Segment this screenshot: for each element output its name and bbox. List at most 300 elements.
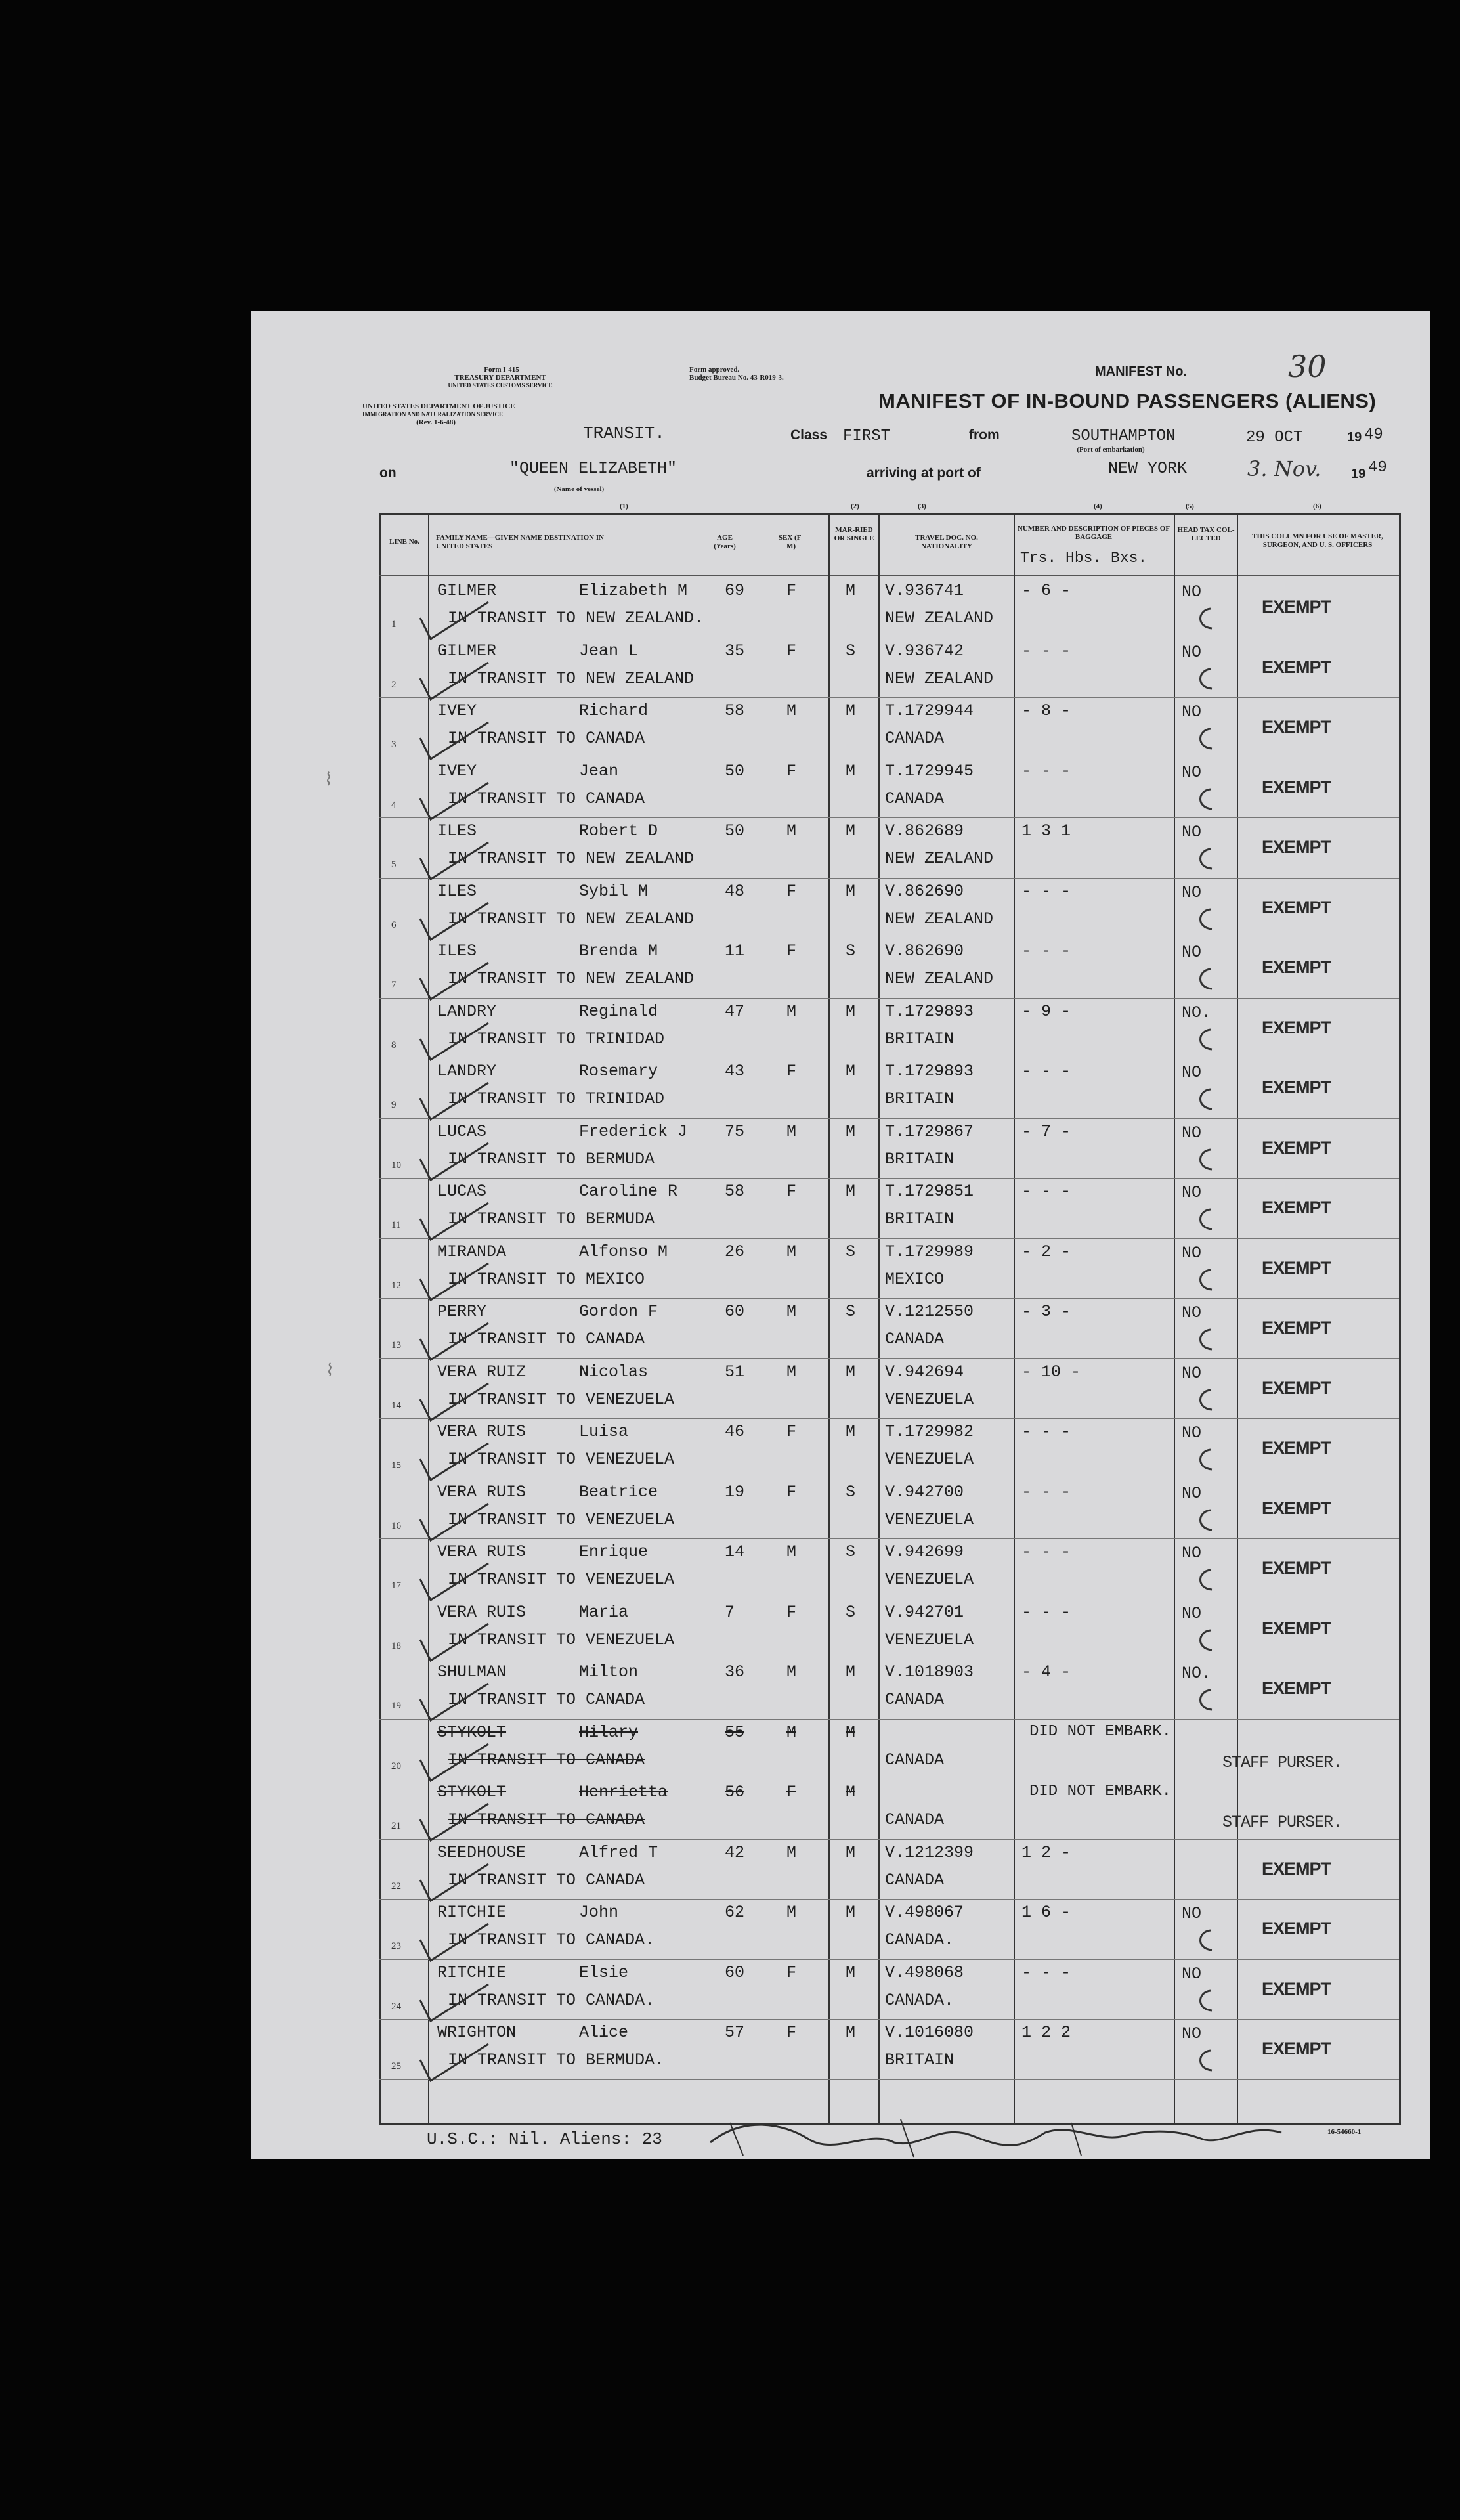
passenger-age: 58 bbox=[725, 701, 745, 720]
officer-stamp: EXEMPT bbox=[1262, 2039, 1331, 2058]
passenger-surname: RITCHIE bbox=[437, 1963, 507, 1982]
passenger-age: 51 bbox=[725, 1362, 745, 1381]
port-of-embarkation: SOUTHAMPTON bbox=[1071, 427, 1176, 445]
header-head-tax: HEAD TAX COL-LECTED bbox=[1177, 526, 1235, 542]
passenger-sex: F bbox=[786, 2023, 797, 2042]
destination: IN TRANSIT TO VENEZUELA bbox=[448, 1630, 675, 1649]
head-tax-status: NO bbox=[1182, 1303, 1202, 1322]
manifest-number-label: MANIFEST No. bbox=[1095, 364, 1187, 379]
passenger-given-name: Alfonso M bbox=[579, 1242, 668, 1261]
column-number-3: (3) bbox=[918, 502, 926, 510]
row-divider bbox=[379, 1178, 1399, 1179]
passenger-given-name: Jean L bbox=[579, 641, 639, 661]
check-mark-icon bbox=[416, 1019, 495, 1065]
marital-status: S bbox=[846, 942, 856, 961]
officer-stamp: EXEMPT bbox=[1262, 1438, 1331, 1458]
passenger-sex: F bbox=[786, 581, 797, 600]
officer-stamp: EXEMPT bbox=[1262, 1919, 1331, 1938]
tax-check-icon bbox=[1191, 1206, 1230, 1234]
column-number-6: (6) bbox=[1313, 502, 1321, 510]
on-label: on bbox=[379, 466, 397, 481]
departure-year-prefix: 19 bbox=[1347, 430, 1362, 445]
passenger-age: 42 bbox=[725, 1842, 745, 1862]
nationality: CANADA bbox=[885, 1870, 945, 1890]
passenger-age: 26 bbox=[725, 1242, 745, 1261]
arriving-label: arriving at port of bbox=[867, 466, 981, 481]
officer-stamp: EXEMPT bbox=[1262, 1137, 1331, 1158]
passenger-age: 48 bbox=[725, 881, 745, 901]
check-mark-icon bbox=[416, 1620, 495, 1666]
marital-status: M bbox=[846, 1001, 856, 1021]
tax-check-icon bbox=[1191, 1026, 1230, 1054]
travel-document-number: T.1729945 bbox=[885, 761, 974, 781]
baggage-count: - 7 - bbox=[1021, 1121, 1071, 1141]
travel-document-number: V.936742 bbox=[885, 641, 964, 661]
departure-year: 49 bbox=[1364, 426, 1383, 444]
baggage-count: - 6 - bbox=[1021, 581, 1071, 600]
tax-check-icon bbox=[1191, 1506, 1230, 1535]
officer-stamp: EXEMPT bbox=[1262, 777, 1331, 797]
passenger-given-name: Robert D bbox=[579, 821, 658, 840]
passenger-surname: IVEY bbox=[437, 701, 477, 720]
baggage-count: - 9 - bbox=[1021, 1001, 1071, 1021]
passenger-given-name: Beatrice bbox=[579, 1482, 658, 1502]
travel-document-number: V.862689 bbox=[885, 821, 964, 840]
baggage-count: - - - bbox=[1021, 761, 1071, 781]
line-number: 7 bbox=[391, 980, 397, 990]
ins-service: IMMIGRATION AND NATURALIZATION SERVICE bbox=[362, 411, 503, 418]
travel-document-number: V.936741 bbox=[885, 581, 964, 600]
line-number: 9 bbox=[391, 1100, 397, 1110]
check-mark-icon bbox=[416, 1439, 495, 1485]
dept-justice: UNITED STATES DEPARTMENT OF JUSTICE bbox=[362, 402, 515, 410]
baggage-count: - - - bbox=[1021, 1422, 1071, 1441]
head-tax-status: NO bbox=[1182, 642, 1202, 662]
table-row bbox=[251, 879, 1430, 940]
column-number-5: (5) bbox=[1186, 502, 1194, 510]
margin-annotation-icon: ⌇ bbox=[321, 770, 333, 791]
line-number: 24 bbox=[391, 2001, 401, 2012]
destination: IN TRANSIT TO BERMUDA. bbox=[448, 2051, 665, 2070]
check-mark-icon bbox=[416, 1500, 495, 1546]
passenger-age: 60 bbox=[725, 1963, 745, 1982]
nationality: CANADA bbox=[885, 1690, 945, 1709]
check-mark-icon bbox=[416, 1259, 495, 1305]
class-label: Class bbox=[790, 427, 828, 443]
page-title: MANIFEST OF IN-BOUND PASSENGERS (ALIENS) bbox=[878, 389, 1377, 412]
tax-check-icon bbox=[1191, 1686, 1230, 1715]
destination: IN TRANSIT TO VENEZUELA bbox=[448, 1510, 675, 1529]
check-mark-icon bbox=[416, 1199, 495, 1245]
marital-status: M bbox=[846, 2023, 856, 2042]
header-sex: SEX (F-M) bbox=[778, 534, 804, 550]
line-number: 20 bbox=[391, 1760, 401, 1771]
nationality: CANADA. bbox=[885, 1930, 955, 1949]
line-number: 21 bbox=[391, 1821, 401, 1831]
passenger-surname: SHULMAN bbox=[437, 1662, 507, 1682]
nationality: VENEZUELA bbox=[885, 1389, 974, 1409]
destination: IN TRANSIT TO CANADA. bbox=[448, 1990, 655, 2010]
nationality: NEW ZEALAND bbox=[885, 909, 994, 928]
marital-status: M bbox=[846, 1422, 856, 1441]
passenger-sex: F bbox=[786, 1602, 797, 1622]
table-row bbox=[251, 1660, 1430, 1720]
header-divider bbox=[379, 575, 1399, 576]
manifest-sheet bbox=[251, 311, 1430, 2159]
passenger-given-name: Frederick J bbox=[579, 1121, 688, 1141]
destination: IN TRANSIT TO VENEZUELA bbox=[448, 1570, 675, 1589]
passenger-surname: ILES bbox=[437, 942, 477, 961]
nationality: BRITAIN bbox=[885, 2051, 955, 2070]
tax-check-icon bbox=[1191, 1566, 1230, 1595]
passenger-sex: M bbox=[786, 1242, 797, 1261]
check-mark-icon bbox=[416, 1379, 495, 1425]
tax-check-icon bbox=[1191, 1146, 1230, 1175]
tax-check-icon bbox=[1191, 2047, 1230, 2075]
check-mark-icon bbox=[416, 1559, 495, 1605]
nationality: BRITAIN bbox=[885, 1029, 955, 1049]
header-married: MAR-RIED OR SINGLE bbox=[834, 526, 874, 542]
travel-document-number: T.1729893 bbox=[885, 1062, 974, 1081]
class-value: FIRST bbox=[843, 427, 891, 445]
passenger-sex: M bbox=[786, 1121, 797, 1141]
line-number: 17 bbox=[391, 1580, 401, 1591]
passenger-given-name: Jean bbox=[579, 761, 619, 781]
tax-check-icon bbox=[1191, 725, 1230, 754]
destination: IN TRANSIT TO CANADA bbox=[448, 1870, 645, 1890]
baggage-count: - 3 - bbox=[1021, 1302, 1071, 1321]
head-tax-status: NO bbox=[1182, 1483, 1202, 1503]
marital-status: S bbox=[846, 1482, 856, 1502]
tax-check-icon bbox=[1191, 1626, 1230, 1655]
head-tax-status: NO. bbox=[1182, 1664, 1212, 1683]
nationality: NEW ZEALAND bbox=[885, 609, 994, 628]
destination: IN TRANSIT TO NEW ZEALAND bbox=[448, 668, 695, 688]
marital-status: M bbox=[846, 881, 856, 901]
header-line-no: LINE No. bbox=[389, 538, 419, 546]
line-number: 6 bbox=[391, 919, 397, 930]
table-row bbox=[251, 1600, 1430, 1661]
dept-treasury: TREASURY DEPARTMENT bbox=[454, 374, 546, 381]
passenger-given-name: Richard bbox=[579, 701, 649, 720]
head-tax-status: NO bbox=[1182, 1423, 1202, 1443]
marital-status: S bbox=[846, 1242, 856, 1261]
passenger-sex: M bbox=[786, 1903, 797, 1922]
row-divider bbox=[379, 1238, 1399, 1239]
passenger-sex: M bbox=[786, 1302, 797, 1321]
table-row bbox=[251, 1059, 1430, 1119]
marital-status: S bbox=[846, 1302, 856, 1321]
baggage-count: 1 3 1 bbox=[1021, 821, 1071, 840]
table-row bbox=[251, 578, 1430, 639]
head-tax-status: NO bbox=[1182, 1964, 1202, 1984]
officer-stamp: EXEMPT bbox=[1262, 1558, 1331, 1578]
head-tax-status: NO bbox=[1182, 582, 1202, 601]
line-number: 22 bbox=[391, 1880, 401, 1892]
passenger-given-name: Milton bbox=[579, 1662, 639, 1682]
passenger-age: 36 bbox=[725, 1662, 745, 1682]
officer-stamp: EXEMPT bbox=[1262, 717, 1331, 737]
passenger-surname: VERA RUIS bbox=[437, 1542, 526, 1561]
arrival-date: 3. Nov. bbox=[1247, 456, 1321, 481]
table-row bbox=[251, 1840, 1430, 1901]
line-number: 15 bbox=[391, 1460, 401, 1471]
passenger-surname: PERRY bbox=[437, 1302, 487, 1321]
nationality: VENEZUELA bbox=[885, 1570, 974, 1589]
passenger-sex: M bbox=[786, 1001, 797, 1021]
destination: IN TRANSIT TO BERMUDA bbox=[448, 1209, 655, 1228]
baggage-count: - - - bbox=[1021, 1602, 1071, 1622]
destination: IN TRANSIT TO CANADA. bbox=[448, 1930, 655, 1949]
passenger-sex: F bbox=[786, 1963, 797, 1982]
row-divider bbox=[379, 998, 1399, 999]
passenger-given-name: Alfred T bbox=[579, 1842, 658, 1862]
nationality: NEW ZEALAND bbox=[885, 849, 994, 868]
line-number: 1 bbox=[391, 619, 397, 630]
head-tax-status: NO bbox=[1182, 762, 1202, 782]
baggage-count: - - - bbox=[1021, 1482, 1071, 1502]
officer-stamp: STAFF PURSER. bbox=[1222, 1752, 1342, 1772]
nationality: CANADA. bbox=[885, 1990, 955, 2010]
passenger-surname: LUCAS bbox=[437, 1182, 487, 1201]
travel-document-number: V.1212550 bbox=[885, 1302, 974, 1321]
passenger-age: 35 bbox=[725, 641, 745, 661]
baggage-count: - - - bbox=[1021, 881, 1071, 901]
head-tax-status: NO bbox=[1182, 1123, 1202, 1142]
destination: IN TRANSIT TO NEW ZEALAND bbox=[448, 849, 695, 868]
check-mark-icon bbox=[416, 1980, 495, 2026]
travel-document-number: T.1729989 bbox=[885, 1242, 974, 1261]
destination: IN TRANSIT TO NEW ZEALAND bbox=[448, 909, 695, 928]
line-number: 13 bbox=[391, 1340, 401, 1351]
line-number: 19 bbox=[391, 1701, 401, 1711]
officer-stamp: STAFF PURSER. bbox=[1222, 1813, 1342, 1832]
marital-status: S bbox=[846, 1602, 856, 1622]
head-tax-status: NO bbox=[1182, 1544, 1202, 1563]
line-number: 11 bbox=[391, 1220, 401, 1230]
destination: IN TRANSIT TO CANADA bbox=[448, 1810, 645, 1829]
travel-document-number: V.942699 bbox=[885, 1542, 964, 1561]
table-row bbox=[251, 1961, 1430, 2021]
form-number: Form I-415 bbox=[484, 366, 519, 374]
baggage-count: - 10 - bbox=[1021, 1362, 1081, 1381]
line-number: 23 bbox=[391, 1941, 401, 1951]
table-row bbox=[251, 2020, 1430, 2081]
tax-check-icon bbox=[1191, 665, 1230, 694]
head-tax-status: NO bbox=[1182, 703, 1202, 722]
travel-document-number: T.1729867 bbox=[885, 1121, 974, 1141]
line-number: 5 bbox=[391, 859, 397, 870]
head-tax-status: NO bbox=[1182, 1063, 1202, 1082]
column-number-4: (4) bbox=[1094, 502, 1102, 510]
passenger-given-name: Nicolas bbox=[579, 1362, 649, 1381]
destination: IN TRANSIT TO NEW ZEALAND bbox=[448, 969, 695, 988]
passenger-surname: LUCAS bbox=[437, 1121, 487, 1141]
passenger-age: 11 bbox=[725, 942, 745, 961]
passenger-age: 62 bbox=[725, 1903, 745, 1922]
check-mark-icon bbox=[416, 959, 495, 1005]
destination: IN TRANSIT TO CANADA bbox=[448, 789, 645, 808]
tax-check-icon bbox=[1191, 1386, 1230, 1415]
passenger-given-name: Enrique bbox=[579, 1542, 649, 1561]
officer-stamp: EXEMPT bbox=[1262, 897, 1331, 917]
check-mark-icon bbox=[416, 2040, 495, 2086]
passenger-age: 55 bbox=[725, 1722, 745, 1742]
destination: IN TRANSIT TO VENEZUELA bbox=[448, 1389, 675, 1409]
row-divider bbox=[379, 2079, 1399, 2080]
baggage-count: - - - bbox=[1021, 942, 1071, 961]
table-row bbox=[251, 999, 1430, 1060]
row-divider bbox=[379, 1298, 1399, 1299]
passenger-sex: F bbox=[786, 1182, 797, 1201]
head-tax-status: NO bbox=[1182, 882, 1202, 902]
tax-check-icon bbox=[1191, 905, 1230, 934]
officer-stamp: EXEMPT bbox=[1262, 1257, 1331, 1278]
check-mark-icon bbox=[416, 1139, 495, 1185]
column-number-1: (1) bbox=[620, 502, 628, 510]
passenger-surname: LANDRY bbox=[437, 1062, 497, 1081]
table-row bbox=[251, 1179, 1430, 1240]
head-tax-status: NO bbox=[1182, 1243, 1202, 1263]
baggage-count: - - - bbox=[1021, 641, 1071, 661]
passenger-given-name: Hilary bbox=[579, 1722, 639, 1742]
passenger-surname: STYKOLT bbox=[437, 1783, 507, 1802]
line-number: 16 bbox=[391, 1520, 401, 1531]
passenger-given-name: John bbox=[579, 1903, 619, 1922]
head-tax-status: NO. bbox=[1182, 1003, 1212, 1022]
line-number: 2 bbox=[391, 679, 397, 690]
row-divider bbox=[379, 1899, 1399, 1900]
officer-stamp: EXEMPT bbox=[1262, 1678, 1331, 1698]
passenger-surname: RITCHIE bbox=[437, 1903, 507, 1922]
destination: IN TRANSIT TO BERMUDA bbox=[448, 1149, 655, 1169]
passenger-age: 58 bbox=[725, 1182, 745, 1201]
passenger-age: 14 bbox=[725, 1542, 745, 1561]
manifest-number-value: 30 bbox=[1288, 349, 1327, 384]
passenger-given-name: Maria bbox=[579, 1602, 629, 1622]
transit-label: TRANSIT. bbox=[583, 424, 665, 443]
marital-status: S bbox=[846, 1542, 856, 1561]
travel-document-number: V.862690 bbox=[885, 881, 964, 901]
passenger-age: 60 bbox=[725, 1302, 745, 1321]
passenger-surname: GILMER bbox=[437, 581, 497, 600]
destination: IN TRANSIT TO CANADA bbox=[448, 1330, 645, 1349]
travel-document-number: V.498067 bbox=[885, 1903, 964, 1922]
embarkation-caption: (Port of embarkation) bbox=[1077, 446, 1145, 454]
passenger-given-name: Sybil M bbox=[579, 881, 649, 901]
passenger-given-name: Luisa bbox=[579, 1422, 629, 1441]
vessel-name: "QUEEN ELIZABETH" bbox=[509, 459, 677, 478]
nationality: BRITAIN bbox=[885, 1089, 955, 1108]
check-mark-icon bbox=[416, 1079, 495, 1125]
marital-status: M bbox=[846, 1963, 856, 1982]
nationality: VENEZUELA bbox=[885, 1510, 974, 1529]
travel-document-number: V.498068 bbox=[885, 1963, 964, 1982]
nationality: NEW ZEALAND bbox=[885, 969, 994, 988]
marital-status: M bbox=[846, 1062, 856, 1081]
baggage-count: 1 2 - bbox=[1021, 1842, 1071, 1862]
vessel-caption: (Name of vessel) bbox=[553, 485, 605, 493]
arrival-year: 49 bbox=[1368, 459, 1387, 477]
nationality: NEW ZEALAND bbox=[885, 668, 994, 688]
passenger-given-name: Henrietta bbox=[579, 1783, 668, 1802]
line-number: 4 bbox=[391, 799, 397, 810]
row-divider bbox=[379, 1719, 1399, 1720]
officer-stamp: EXEMPT bbox=[1262, 1378, 1331, 1398]
column-number-2: (2) bbox=[851, 502, 859, 510]
official-signature-icon bbox=[704, 2103, 1295, 2162]
table-row bbox=[251, 639, 1430, 699]
nationality: CANADA bbox=[885, 729, 945, 748]
check-mark-icon bbox=[416, 779, 495, 825]
check-mark-icon bbox=[416, 1319, 495, 1365]
marital-status: M bbox=[846, 821, 856, 840]
tax-check-icon bbox=[1191, 965, 1230, 994]
tax-check-icon bbox=[1191, 1987, 1230, 2016]
travel-document-number: T.1729944 bbox=[885, 701, 974, 720]
head-tax-status: NO bbox=[1182, 1603, 1202, 1623]
check-mark-icon bbox=[416, 598, 495, 644]
officer-stamp: EXEMPT bbox=[1262, 1618, 1331, 1638]
passenger-sex: F bbox=[786, 1783, 797, 1802]
passenger-age: 19 bbox=[725, 1482, 745, 1502]
nationality: BRITAIN bbox=[885, 1149, 955, 1169]
travel-document-number: V.942701 bbox=[885, 1602, 964, 1622]
marital-status: M bbox=[846, 1842, 856, 1862]
travel-document-number: V.862690 bbox=[885, 942, 964, 961]
passenger-surname: SEEDHOUSE bbox=[437, 1842, 526, 1862]
header-travel-doc: TRAVEL DOC. NO. NATIONALITY bbox=[915, 534, 978, 550]
passenger-sex: M bbox=[786, 1542, 797, 1561]
form-approved: Form approved. bbox=[689, 366, 740, 374]
head-tax-status: NO bbox=[1182, 2024, 1202, 2043]
destination: IN TRANSIT TO MEXICO bbox=[448, 1269, 645, 1289]
passenger-surname: LANDRY bbox=[437, 1001, 497, 1021]
head-tax-status: NO bbox=[1182, 943, 1202, 962]
passenger-surname: ILES bbox=[437, 881, 477, 901]
marital-status: M bbox=[846, 1903, 856, 1922]
travel-document-number: V.942700 bbox=[885, 1482, 964, 1502]
passenger-given-name: Alice bbox=[579, 2023, 629, 2042]
passenger-sex: F bbox=[786, 641, 797, 661]
check-mark-icon bbox=[416, 718, 495, 764]
budget-bureau: Budget Bureau No. 43-R019-3. bbox=[689, 374, 784, 381]
passenger-given-name: Brenda M bbox=[579, 942, 658, 961]
baggage-count: DID NOT EMBARK. bbox=[1029, 1722, 1172, 1741]
check-mark-icon bbox=[416, 1860, 495, 1906]
header-baggage-sub: Trs. Hbs. Bxs. bbox=[1020, 550, 1148, 567]
travel-document-number: V.942694 bbox=[885, 1362, 964, 1381]
check-mark-icon bbox=[416, 1920, 495, 1966]
destination: IN TRANSIT TO CANADA bbox=[448, 1750, 645, 1770]
arrival-port: NEW YORK bbox=[1108, 459, 1188, 478]
passenger-age: 56 bbox=[725, 1783, 745, 1802]
passenger-age: 47 bbox=[725, 1001, 745, 1021]
head-tax-status: NO bbox=[1182, 823, 1202, 842]
passenger-age: 46 bbox=[725, 1422, 745, 1441]
table-row bbox=[251, 939, 1430, 999]
head-tax-status: NO bbox=[1182, 1363, 1202, 1383]
baggage-count: 1 2 2 bbox=[1021, 2023, 1071, 2042]
tax-check-icon bbox=[1191, 1266, 1230, 1295]
check-mark-icon bbox=[416, 838, 495, 884]
form-revision: (Rev. 1-6-48) bbox=[416, 418, 456, 426]
line-number: 18 bbox=[391, 1640, 401, 1651]
passenger-sex: F bbox=[786, 881, 797, 901]
officer-stamp: EXEMPT bbox=[1262, 1318, 1331, 1337]
nationality: MEXICO bbox=[885, 1269, 945, 1289]
officer-stamp: EXEMPT bbox=[1262, 1858, 1331, 1879]
